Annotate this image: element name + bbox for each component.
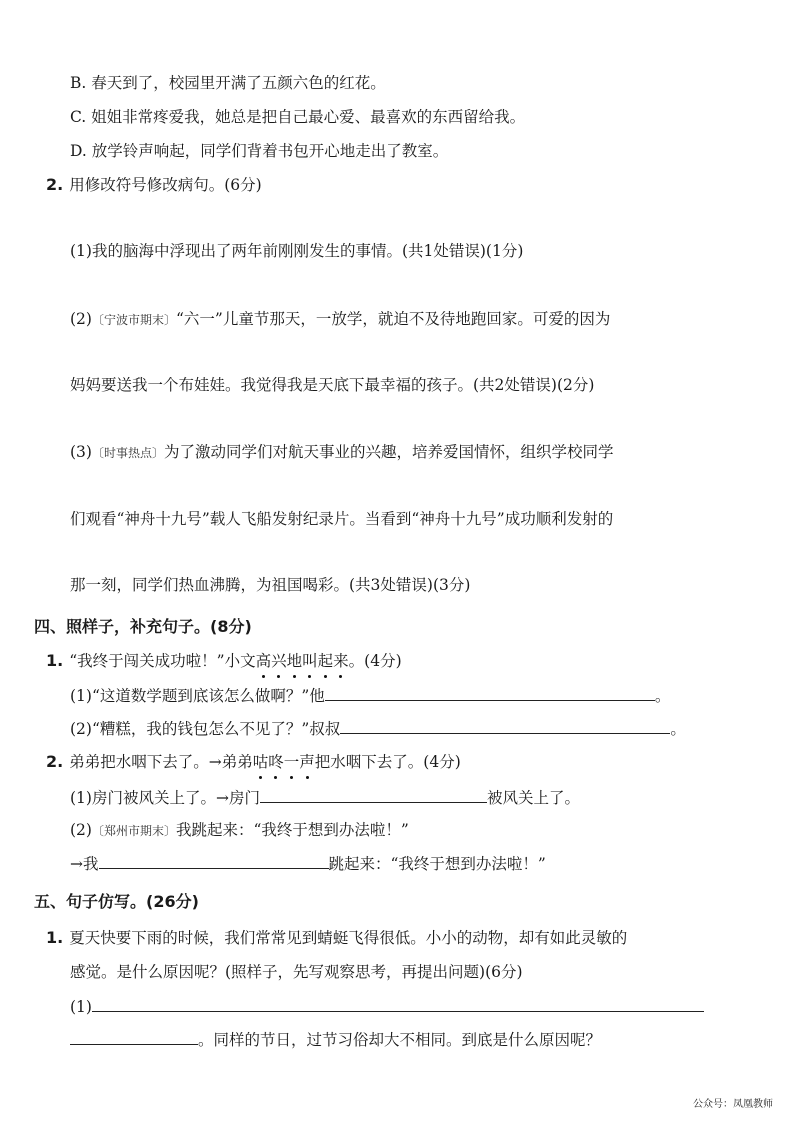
source-tag: 〔宁波市期末〕: [91, 313, 176, 327]
sec5-question-1-line-2: 感觉。是什么原因呢？(照样子，先写观察思考，再提出问题)(6分): [70, 963, 523, 981]
emphasis-char: 起: [317, 652, 334, 670]
sentence-text: (2)“糟糕，我的钱包怎么不见了？”叔叔: [70, 720, 341, 738]
option-b: B. 春天到了，校园里开满了五颜六色的红花。: [70, 74, 386, 92]
sec4-q1-sentence-2: [70, 717, 686, 740]
source-tag: 〔时事热点〕: [91, 446, 164, 460]
sec4-q2-sentence-2: [70, 819, 409, 842]
footer-credit: 公众号：凤凰教师: [693, 1099, 773, 1110]
answer-blank[interactable]: [70, 1028, 198, 1045]
sentence-prefix: (3): [70, 443, 92, 461]
question-number: 2.: [46, 175, 64, 194]
question-number: 1.: [46, 928, 64, 947]
question-number: 2.: [46, 752, 64, 771]
emphasis-char: 兴: [271, 652, 287, 670]
period: 。: [670, 720, 686, 738]
question-text-end: 把水咽下去了。(4分): [314, 753, 461, 771]
period: 。: [654, 687, 671, 705]
option-d: D. 放学铃声响起，同学们背着书包开心地走出了教室。: [70, 142, 449, 160]
sentence-text: “六一”儿童节那天，一放学，就迫不及待地跑回家。可爱的因为: [175, 310, 611, 328]
sentence-prefix: (1): [70, 998, 92, 1016]
emphasis-char: 一: [283, 753, 300, 771]
question-text: 夏天快要下雨的时候，我们常常见到蜻蜓飞得很低。小小的动物，却有如此灵敏的: [69, 929, 628, 947]
sentence-text-end: 被风关上了。: [486, 789, 580, 807]
sentence-text-end: 跳起来：“我终于想到办法啦！”: [328, 855, 546, 873]
emphasis-char: 咚: [268, 753, 284, 771]
sentence-3-line-2: 们观看“神舟十九号”载人飞船发射纪录片。当看到“神舟十九号”成功顺利发射的: [70, 510, 614, 528]
answer-blank[interactable]: [340, 717, 670, 734]
question-text: 用修改符号修改病句。(6分): [69, 176, 262, 194]
sentence-text: 我跳起来：“我终于想到办法啦！”: [175, 821, 409, 839]
sentence-2-line-2: 妈妈要送我一个布娃娃。我觉得我是天底下最幸福的孩子。(共2处错误)(2分): [70, 376, 595, 394]
sec5-q1-answer-line-1: [70, 995, 704, 1018]
sentence-text: (1)“这道数学题到底该怎么做啊？”他: [70, 687, 325, 705]
source-tag: 〔郑州市期末〕: [91, 824, 176, 838]
sentence-text: 为了激动同学们对航天事业的兴趣，培养爱国情怀，组织学校同学: [163, 443, 614, 461]
emphasis-char: 高: [255, 652, 272, 670]
emphasis-char: 声: [299, 753, 315, 771]
question-score: 。(4分): [348, 652, 402, 670]
section-5-title: 五、句子仿写。(26分): [34, 892, 199, 911]
sentence-text: 。同样的节日，过节习俗却大不相同。到底是什么原因呢？: [198, 1031, 602, 1049]
sec5-q1-answer-line-2: [70, 1028, 601, 1051]
answer-blank[interactable]: [325, 684, 655, 701]
emphasis-char: 地: [286, 652, 303, 670]
question-text: “我终于闯关成功啦！”小文: [69, 652, 256, 670]
sec4-q1-sentence-1: [70, 684, 670, 707]
answer-blank[interactable]: [99, 852, 329, 869]
sec5-question-1-line-1: [46, 927, 627, 949]
arrow-text: →我: [70, 855, 99, 873]
answer-blank[interactable]: [260, 786, 487, 803]
sentence-1: (1)我的脑海中浮现出了两年前刚刚发生的事情。(共1处错误)(1分): [70, 242, 524, 260]
sentence-3-line-1: [70, 441, 614, 464]
sentence-prefix: (2): [70, 821, 92, 839]
question-text: 弟弟把水咽下去了。→弟弟: [69, 753, 253, 771]
question-number: 1.: [46, 651, 64, 670]
sentence-3-line-3: 那一刻，同学们热血沸腾，为祖国喝彩。(共3处错误)(3分): [70, 576, 471, 594]
sec4-question-1: [46, 650, 402, 672]
answer-blank[interactable]: [92, 995, 704, 1012]
question-2-title: [46, 174, 262, 196]
emphasis-char: 咕: [252, 753, 269, 771]
emphasis-char: 叫: [302, 652, 318, 670]
sec4-q2-sentence-2-answer: [70, 852, 546, 875]
sec4-q2-sentence-1: [70, 786, 580, 809]
option-c: C. 姐姐非常疼爱我，她总是把自己最心爱、最喜欢的东西留给我。: [70, 108, 526, 126]
sentence-2-line-1: [70, 308, 610, 331]
sec4-question-2: [46, 751, 461, 773]
section-4-title: 四、照样子，补充句子。(8分): [34, 617, 252, 636]
sentence-text: (1)房门被风关上了。→房门: [70, 789, 260, 807]
emphasis-char: 来: [333, 652, 349, 670]
sentence-prefix: (2): [70, 310, 92, 328]
